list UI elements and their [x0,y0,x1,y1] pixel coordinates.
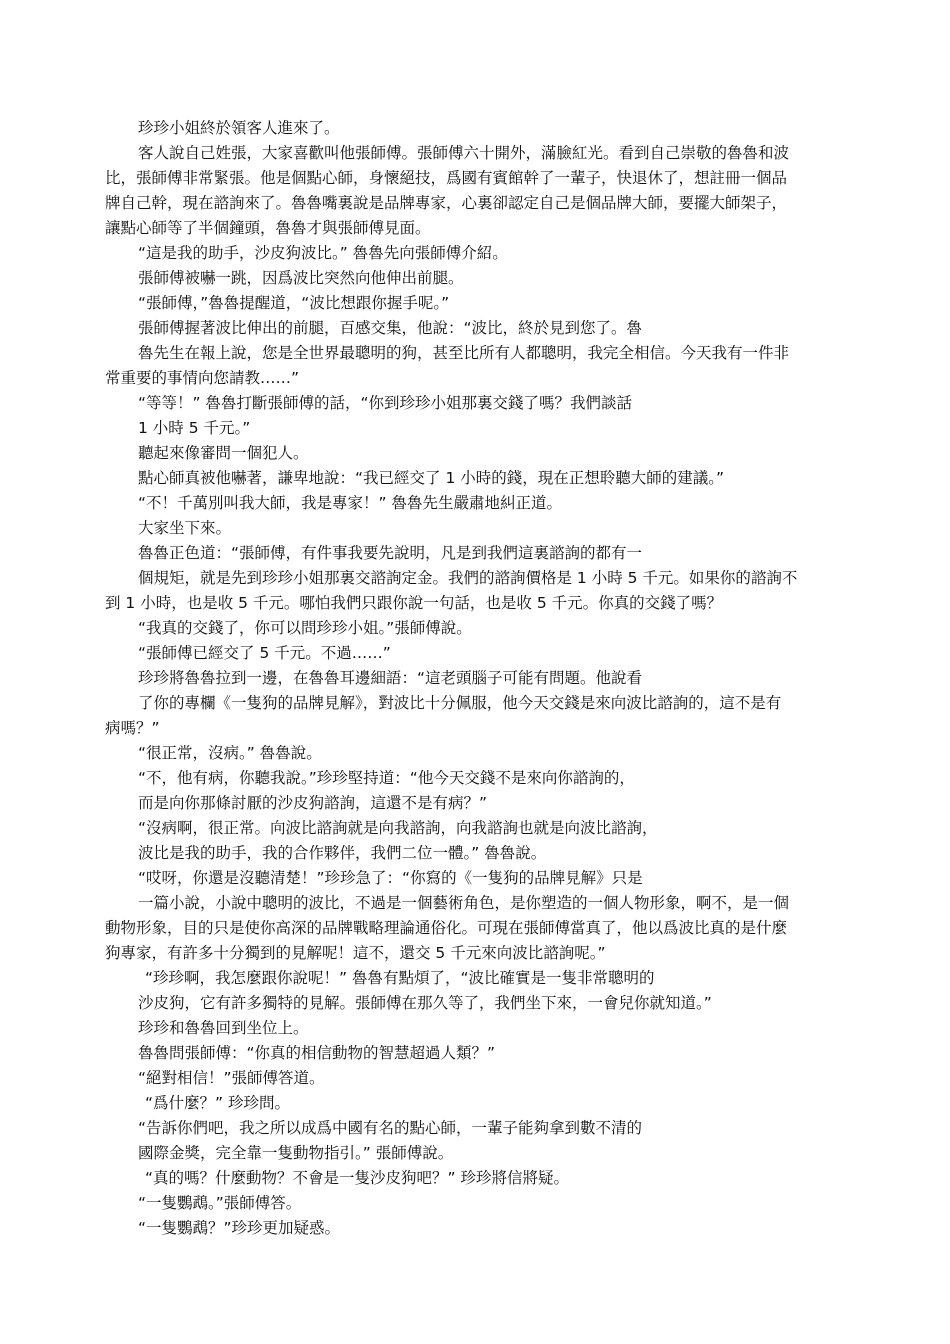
text-line: “絕對相信！”張師傅答道。 [138,1069,325,1087]
text-line: “哎呀，你還是沒聽清楚！”珍珍急了：“你寫的《一隻狗的品牌見解》只是 [138,869,643,887]
text-line: 一篇小說，小說中聰明的波比，不過是一個藝術角色，是你塑造的一個人物形象，啊不，是一個 [138,894,790,912]
text-line: “真的嗎？什麼動物？不會是一隻沙皮狗吧？” 珍珍將信將疑。 [145,1169,569,1187]
text-line: “爲什麼？” 珍珍問。 [145,1094,290,1112]
text-line: 聽起來像審問一個犯人。 [138,444,309,462]
text-line: 國際金獎，完全靠一隻動物指引。” 張師傅說。 [138,1144,454,1162]
text-line: 到 1 小時，也是收 5 千元。哪怕我們只跟你說一句話，也是收 5 千元。你真的交錢了嗎？ [105,594,723,612]
text-line: 張師傅被嚇一跳，因爲波比突然向他伸出前腿。 [138,269,464,287]
text-line: 張師傅握著波比伸出的前腿，百感交集，他說：“波比，終於見到您了。魯 [138,319,643,337]
text-line: 狗專家，有許多十分獨到的見解呢！這不，還交 5 千元來向波比諮詢呢。” [105,944,606,962]
text-line: 1 小時 5 千元。” [138,419,251,437]
text-line: 魯先生在報上說，您是全世界最聰明的狗，甚至比所有人都聰明，我完全相信。今天我有一件非 [138,344,790,362]
text-line: 沙皮狗，它有許多獨特的見解。張師傅在那久等了，我們坐下來，一會兒你就知道。” [138,994,712,1012]
text-line: “這是我的助手，沙皮狗波比。” 魯魯先向張師傅介紹。 [138,244,508,262]
text-line: 珍珍小姐終於領客人進來了。 [138,119,340,137]
text-line: “告訴你們吧，我之所以成爲中國有名的點心師，一輩子能夠拿到數不清的 [138,1119,643,1137]
text-line: 病嗎？” [105,719,160,737]
text-line: 讓點心師等了半個鐘頭，魯魯才與張師傅見面。 [105,219,431,237]
text-line: 牌自己幹，現在諮詢來了。魯魯嘴裏說是品牌專家，心裏卻認定自己是個品牌大師，要擺大師架子， [105,194,788,212]
text-line: 了你的專欄《一隻狗的品牌見解》，對波比十分佩服，他今天交錢是來向波比諮詢的，這不是有 [138,694,782,712]
text-line: 珍珍將魯魯拉到一邊，在魯魯耳邊細語：“這老頭腦子可能有問題。他說看 [138,669,643,687]
text-line: “張師傅已經交了 5 千元。不過……” [138,644,391,662]
text-line: “不！千萬別叫我大師，我是專家！” 魯魯先生嚴肅地糾正道。 [138,494,562,512]
text-line: “一隻鸚鵡？”珍珍更加疑惑。 [138,1219,341,1237]
text-line: 點心師真被他嚇著，謙卑地說：“我已經交了 1 小時的錢，現在正想聆聽大師的建議。” [138,469,725,487]
text-line: “珍珍啊，我怎麼跟你說呢！” 魯魯有點煩了，“波比確實是一隻非常聰明的 [145,969,655,987]
story-text [105,116,853,1241]
text-line: 魯魯正色道：“張師傅，有件事我要先說明，凡是到我們這裏諮詢的都有一 [138,544,643,562]
text-line: 個規矩，就是先到珍珍小姐那裏交諮詢定金。我們的諮詢價格是 1 小時 5 千元。如果你的諮詢不 [138,569,798,587]
text-line: 大家坐下來。 [138,519,232,537]
text-line: “沒病啊，很正常。向波比諮詢就是向我諮詢，向我諮詢也就是向波比諮詢， [138,819,658,837]
text-line: “等等！” 魯魯打斷張師傅的話，“你到珍珍小姐那裏交錢了嗎？我們談話 [138,394,633,412]
text-line: 動物形象，目的只是使你高深的品牌戰略理論通俗化。可現在張師傅當真了，他以爲波比真的是什麼 [105,919,788,937]
text-line: “不，他有病，你聽我說。”珍珍堅持道：“他今天交錢不是來向你諮詢的， [138,769,635,787]
text-line: 魯魯問張師傅：“你真的相信動物的智慧超過人類？” [138,1044,496,1062]
text-line: 比，張師傅非常緊張。他是個點心師，身懷絕技，爲國有賓館幹了一輩子，快退休了，想註冊一個品 [105,169,788,187]
text-line: “很正常，沒病。” 魯魯說。 [138,744,322,762]
text-line: 常重要的事情向您請教……” [105,369,300,387]
text-line: “我真的交錢了，你可以問珍珍小姐。”張師傅說。 [138,619,472,637]
text-line: 波比是我的助手，我的合作夥伴，我們二位一體。” 魯魯說。 [138,844,547,862]
text-line: 客人說自己姓張，大家喜歡叫他張師傅。張師傅六十開外，滿臉紅光。看到自己崇敬的魯魯和波 [138,144,790,162]
text-line: 而是向你那條討厭的沙皮狗諮詢，這還不是有病？” [138,794,488,812]
text-line: 珍珍和魯魯回到坐位上。 [138,1019,309,1037]
text-line: “張師傅，”魯魯提醒道，“波比想跟你握手呢。” [138,294,450,312]
text-line: “一隻鸚鵡。”張師傅答。 [138,1194,302,1212]
